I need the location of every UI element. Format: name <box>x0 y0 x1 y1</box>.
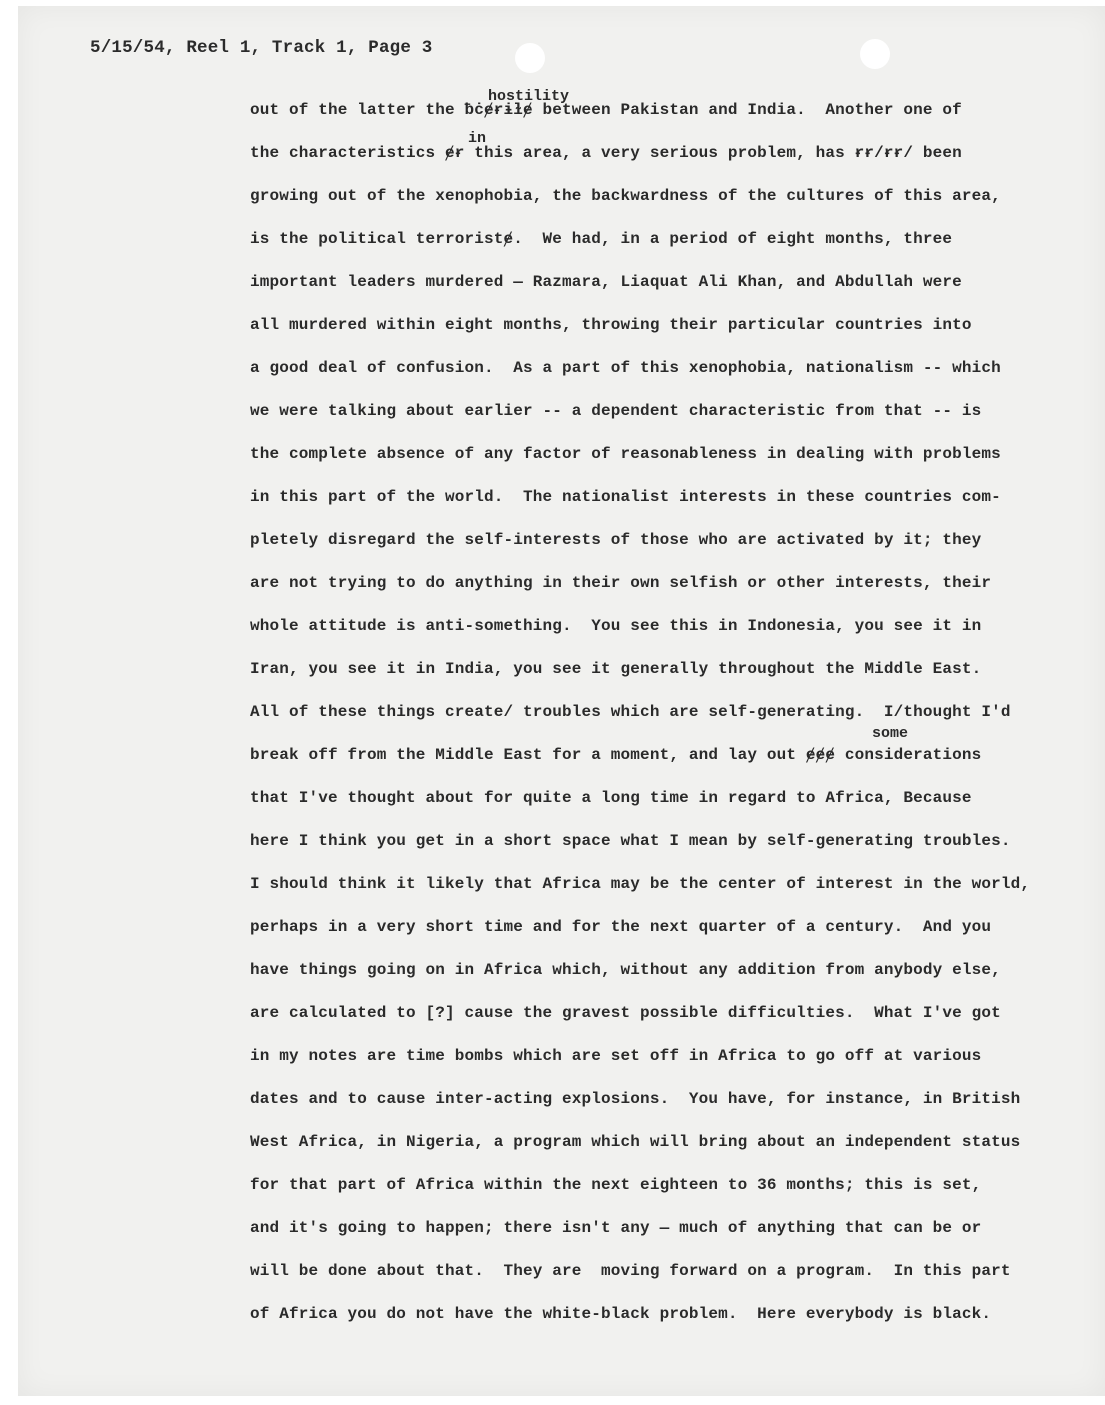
text-line: that I've thought about for quite a long time in regard to Africa, Because <box>250 789 972 807</box>
text-line: the characteristics ɇɍ this area, a very serious problem, has ɍɍ/ɍɍ/ been <box>250 144 962 162</box>
text-line: will be done about that. They are moving forward on a program. In this part <box>250 1262 1011 1280</box>
text-line: West Africa, in Nigeria, a program which will bring about an independent status <box>250 1133 1021 1151</box>
interlinear-correction: hostility <box>488 88 570 105</box>
text-line: Iran, you see it in India, you see it generally throughout the Middle East. <box>250 660 982 678</box>
text-line: a good deal of confusion. As a part of this xenophobia, nationalism -- which <box>250 359 1001 377</box>
text-line: have things going on in Africa which, without any addition from anybody else, <box>250 961 1001 979</box>
text-line: all murdered within eight months, throwing their particular countries into <box>250 316 972 334</box>
text-line: perhaps in a very short time and for the next quarter of a century. And you <box>250 918 992 936</box>
text-line: are calculated to [?] cause the gravest possible difficulties. What I've got <box>250 1004 1001 1022</box>
text-line: pletely disregard the self-interests of those who are activated by it; they <box>250 531 982 549</box>
text-line: break off from the Middle East for a moment, and lay out ɇɇɇ considerations <box>250 746 982 764</box>
text-line: I should think it likely that Africa may be the center of interest in the world, <box>250 875 1031 893</box>
text-line: out of the latter the ƀċɇɍɨɫɇ between Pakistan and India. Another one of <box>250 101 962 119</box>
text-line: of Africa you do not have the white-black problem. Here everybody is black. <box>250 1305 992 1323</box>
text-line: here I think you get in a short space what I mean by self-generating troubles. <box>250 832 1011 850</box>
text-line: dates and to cause inter-acting explosions. You have, for instance, in British <box>250 1090 1021 1108</box>
text-line: growing out of the xenophobia, the backwardness of the cultures of this area, <box>250 187 1001 205</box>
text-line: and it's going to happen; there isn't any — much of anything that can be or <box>250 1219 982 1237</box>
text-line: in my notes are time bombs which are set off in Africa to go off at various <box>250 1047 982 1065</box>
punch-hole <box>860 39 890 69</box>
interlinear-correction: some <box>872 725 909 742</box>
interlinear-correction: in <box>468 130 487 147</box>
text-line: are not trying to do anything in their own selfish or other interests, their <box>250 574 992 592</box>
text-line: for that part of Africa within the next eighteen to 36 months; this is set, <box>250 1176 982 1194</box>
text-line: important leaders murdered — Razmara, Liaquat Ali Khan, and Abdullah were <box>250 273 962 291</box>
text-line: is the political terroristɇ. We had, in a period of eight months, three <box>250 230 953 248</box>
text-line: All of these things create/ troubles which are self-generating. I/thought I'd <box>250 703 1011 721</box>
punch-hole <box>515 43 545 73</box>
text-line: whole attitude is anti-something. You see this in Indonesia, you see it in <box>250 617 982 635</box>
page-header: 5/15/54, Reel 1, Track 1, Page 3 <box>90 38 433 58</box>
text-line: we were talking about earlier -- a dependent characteristic from that -- is <box>250 402 982 420</box>
text-line: in this part of the world. The nationalist interests in these countries com- <box>250 488 1001 506</box>
document-page <box>18 6 1105 1396</box>
text-line: the complete absence of any factor of reasonableness in dealing with problems <box>250 445 1001 463</box>
